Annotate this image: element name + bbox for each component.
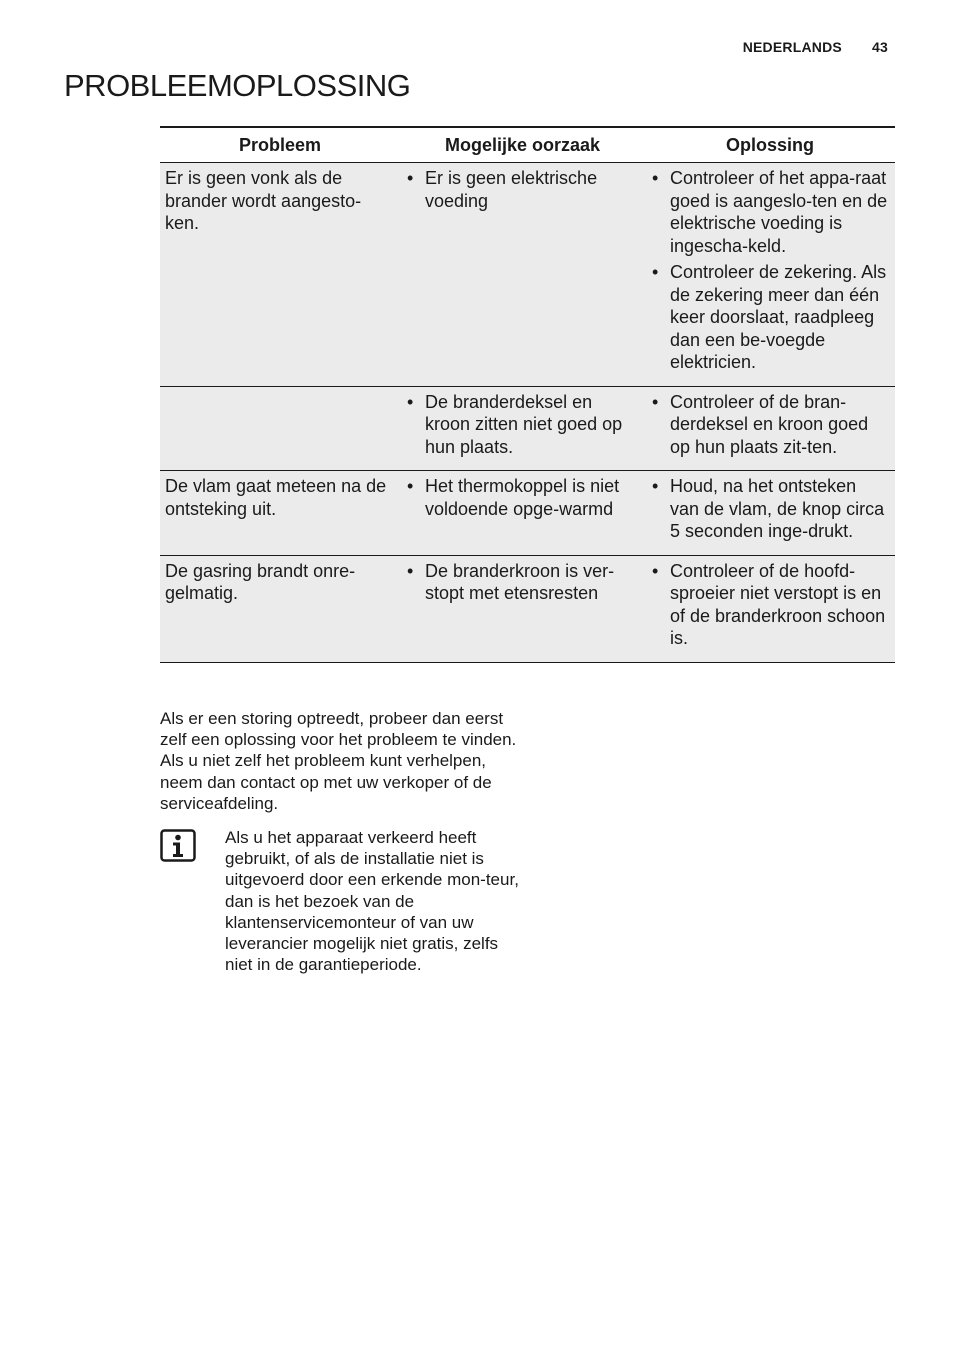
problem-cell [160,163,400,386]
column-header-problem: Probleem [238,134,322,155]
solution-cell [645,556,895,662]
problem-cell [160,387,400,471]
problem-text: De gasring brandt onre-gelmatig. [165,560,356,603]
problem-cell [160,556,400,662]
cause-cell [400,556,645,662]
cause-item: • Het thermokoppel is niet voldoende opge-warmd [405,475,639,520]
solution-cell [645,163,895,386]
column-header-cause: Mogelijke oorzaak [444,134,601,155]
solution-item: • Controleer of de bran-derdeksel en kroon goed op hun plaats zit-ten. [650,391,889,459]
column-header-solution: Oplossing [725,134,814,155]
solution-item: • Controleer of het appa-raat goed is aangeslo-ten en de elektrische voeding is ingescha-keld. [650,167,889,257]
note-text: Als u het apparaat verkeerd heeft gebruikt, of als de installatie niet is uitgevoerd door een erkende mon-teur, dan is het bezoek van de klantenservicemonteur of van uw leverancier mogelijk niet gratis, zelfs niet in de garantieperiode. [225,828,519,975]
intro-paragraph: Als er een storing optreedt, probeer dan eerst zelf een oplossing voor het probleem te vinden. Als u niet zelf het probleem kunt verhelpen, neem dan contact op met uw verkoper of de serviceafdeling. [160,709,517,813]
problem-text: De vlam gaat meteen na de ontsteking uit. [165,476,387,519]
table-row [160,556,895,663]
troubleshooting-table [160,126,895,663]
cause-item: • Er is geen elektrische voeding [405,167,639,212]
page-header [743,39,888,55]
solution-cell [645,387,895,471]
cause-cell [400,471,645,555]
problem-text: Er is geen vonk als de brander wordt aangesto-ken. [165,168,362,233]
page-title: PROBLEEMOPLOSSING [64,68,411,103]
cause-cell [400,387,645,471]
solution-cell [645,471,895,555]
info-icon [160,829,196,862]
cause-cell [400,163,645,386]
table-row [160,471,895,556]
page-number: 43 [872,39,888,55]
cause-item: • De branderdeksel en kroon zitten niet goed op hun plaats. [405,391,639,459]
solution-item: • Controleer de zekering. Als de zekering meer dan één keer doorslaat, raadpleeg dan een be-voegde elektricien. [650,261,889,374]
table-header [160,128,895,163]
solution-item: • Controleer of de hoofd-sproeier niet verstopt is en of de branderkroon schoon is. [650,560,889,650]
cause-item: • De branderkroon is ver-stopt met etensresten [405,560,639,605]
header-language: NEDERLANDS [742,39,842,55]
table-row [160,163,895,387]
table-row [160,387,895,472]
problem-cell [160,471,400,555]
solution-item: • Houd, na het ontsteken van de vlam, de knop circa 5 seconden inge-drukt. [650,475,889,543]
